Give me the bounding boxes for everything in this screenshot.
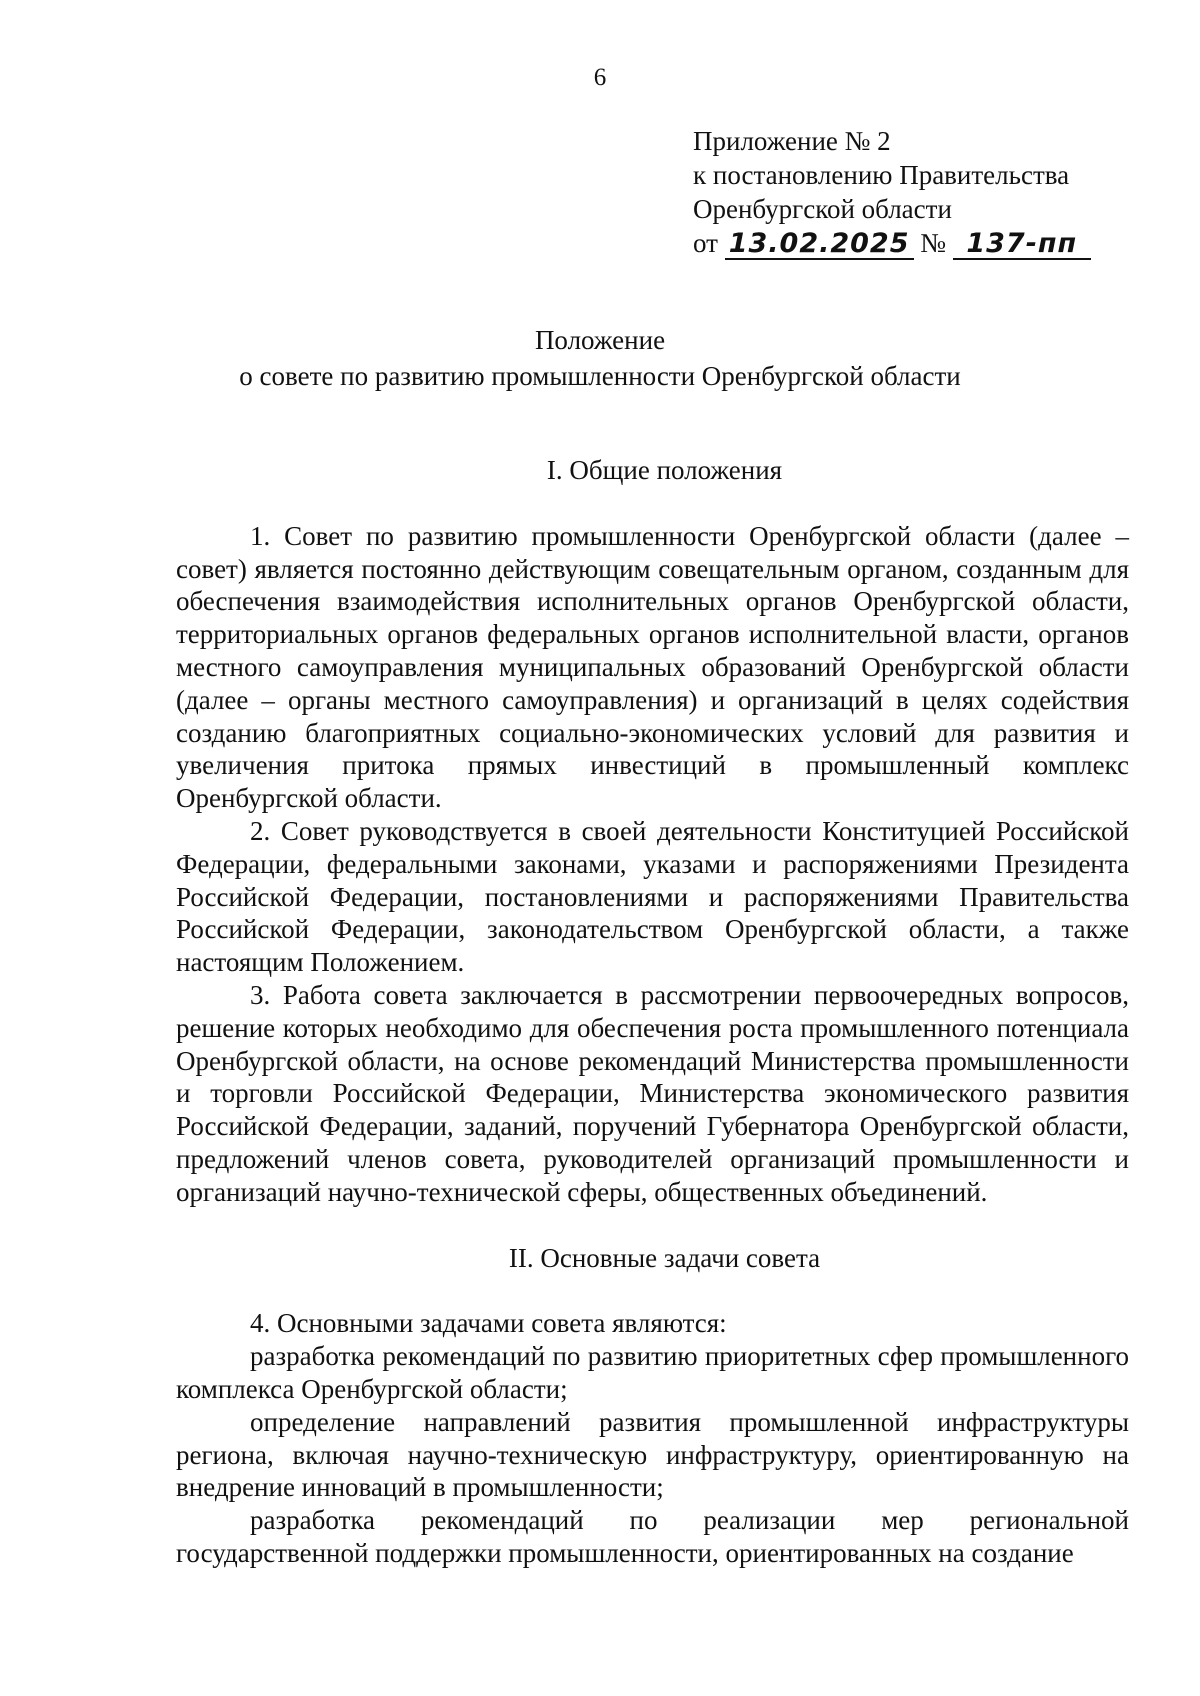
document-body (176, 454, 1129, 1570)
appendix-block (693, 124, 1163, 260)
appendix-line-1: Приложение № 2 (693, 126, 891, 156)
number-prefix: № (920, 228, 947, 258)
title-line-2: о совете по развитию промышленности Оренбургской области (239, 361, 961, 391)
date-prefix: от (693, 228, 718, 258)
paragraph-2: 2. Совет руководствуется в своей деятельности Конституцией Российской Федерации, федеральными законами, указами и распоряжениями Президента Российской Федерации, постановлениями и распоряжениями Правительства Российской Федерации, законодательством Оренбургской области, а также настоящим Положением. (176, 815, 1129, 978)
paragraph-7: разработка рекомендаций по реализации мер региональной государственной поддержки промышленности, ориентированных на создание (176, 1505, 1129, 1568)
appendix-signature-line (693, 226, 1163, 260)
paragraph-5: разработка рекомендаций по развитию приоритетных сфер промышленного комплекса Оренбургской области; (176, 1341, 1129, 1404)
paragraph-3: 3. Работа совета заключается в рассмотрении первоочередных вопросов, решение которых необходимо для обеспечения роста промышленного потенциала Оренбургской области, на основе рекомендаций Министерства промышленности и торговли Российской Федерации, Министерства экономического развития Российской Федерации, заданий, поручений Губернатора Оренбургской области, предложений членов совета, руководителей организаций промышленности и организаций научно-технической сферы, общественных объединений. (176, 979, 1129, 1207)
paragraph-4: 4. Основными задачами совета являются: (250, 1308, 727, 1339)
page-number: 6 (593, 64, 607, 91)
paragraph-6: определение направлений развития промышленной инфраструктуры региона, включая научно-техническую инфраструктуру, ориентированную на внедрение инноваций в промышленности; (176, 1406, 1129, 1503)
handwritten-date: 13.02.2025 (725, 230, 914, 260)
paragraph-1: 1. Совет по развитию промышленности Оренбургской области (далее – совет) является постоянно действующим совещательным органом, созданным для обеспечения взаимодействия исполнительных органов Оренбургской области, территориальных органов федеральных органов исполнительной власти, органов местного самоуправления муниципальных образований Оренбургской области (далее – органы местного самоуправления) и организаций в целях содействия созданию благоприятных социально-экономических условий для развития и увеличения притока прямых инвестиций в промышленный комплекс Оренбургской области. (176, 520, 1129, 814)
section-heading-1: I. Общие положения (546, 455, 783, 485)
document-title (0, 322, 1200, 394)
appendix-line-3: Оренбургской области (693, 194, 952, 224)
section-heading-2: II. Основные задачи совета (508, 1242, 821, 1273)
handwritten-number: 137-пп (953, 230, 1091, 260)
appendix-line-2: к постановлению Правительства (693, 160, 1070, 190)
title-line-1: Положение (534, 325, 666, 355)
